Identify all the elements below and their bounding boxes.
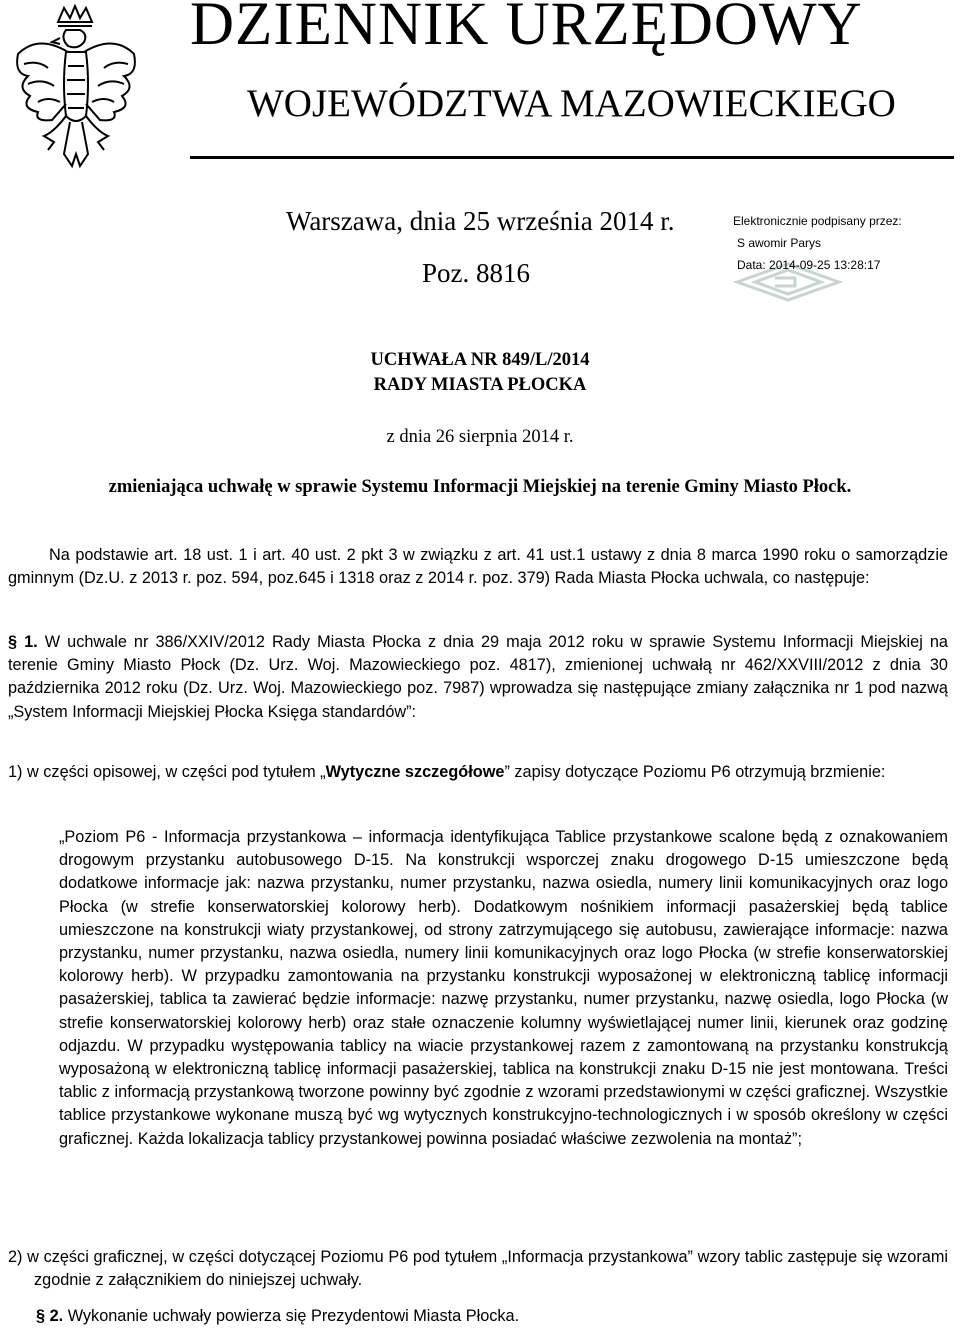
paragraph-1-text: W uchwale nr 386/XXIV/2012 Rady Miasta Płocka z dnia 29 maja 2012 roku w sprawie Systemu Informacji Miejskiej na terenie Gminy Miasto Płock (Dz. Urz. Woj. Mazowieckiego poz. 4817), zmienionej uchwałą nr 462/XXVIII/2012 z dnia 30 października 2012 roku (Dz. Urz. Woj. Mazowieckiego poz. 7987) wprowadza się następujące zmiany załącznika nr 1 pod nazwą „System Informacji Miejskiej Płocka Księga standardów”: (8, 633, 948, 721)
signature-line-signer: S awomir Parys (737, 236, 822, 250)
paragraph-2-mark: § 2. (36, 1307, 64, 1325)
white-eagle-emblem-icon (8, 4, 143, 174)
preamble-paragraph: Na podstawie art. 18 ust. 1 i art. 40 ust. 2 pkt 3 w związku z art. 41 ust.1 ustawy z dnia 8 marca 1990 roku o samorządzie gminnym (Dz.U. z 2013 r. poz. 594, poz.645 i 1318 oraz z 2014 r. poz. 379) Rada Miasta Płocka uchwala, co następuje: (8, 546, 948, 588)
list-item-1-bold-title: Wytyczne szczegółowe (325, 763, 505, 781)
resolution-date: z dnia 26 sierpnia 2014 r. (386, 427, 574, 447)
journal-title: DZIENNIK URZĘDOWY (190, 0, 863, 58)
resolution-council: RADY MIASTA PŁOCKA (373, 375, 587, 395)
paragraph-1-mark: § 1. (8, 633, 38, 651)
list-item-1 (8, 761, 948, 784)
signature-line-date: Data: 2014-09-25 13:28:17 (737, 258, 881, 272)
paragraph-1 (8, 631, 948, 724)
resolution-subject: zmieniająca uchwałę w sprawie Systemu Informacji Miejskiej na terenie Gminy Miasto Płock. (108, 477, 852, 497)
paragraph-2 (36, 1305, 936, 1328)
journal-subtitle: WOJEWÓDZTWA MAZOWIECKIEGO (247, 82, 896, 125)
paragraph-2-text: Wykonanie uchwały powierza się Prezydentowi Miasta Płocka. (63, 1307, 520, 1325)
list-item-2: 2) w części graficznej, w części dotyczącej Poziomu P6 pod tytułem „Informacja przystankowa” wzory tablic zastępuje się wzorami zgodnie z załącznikiem do niniejszej uchwały. (8, 1248, 948, 1290)
header-rule (190, 156, 954, 159)
resolution-number: UCHWAŁA NR 849/L/2014 (370, 350, 590, 370)
electronic-signature (733, 210, 953, 305)
list-item-1-suffix: ” zapisy dotyczące Poziomu P6 otrzymują brzmienie: (504, 763, 886, 781)
place-and-date: Warszawa, dnia 25 września 2014 r. (286, 206, 675, 236)
position-number: Poz. 8816 (422, 258, 530, 288)
list-item-1-prefix: 1) w części opisowej, w części pod tytułem „ (8, 763, 326, 781)
quoted-level-p6-text: „Poziom P6 - Informacja przystankowa – informacja identyfikująca Tablice przystankowe scalone będą z oznakowaniem drogowym przystanku autobusowego D-15. Na konstrukcji wsporczej znaku drogowego D-15 umieszczone będą dodatkowe informacje jak: nazwa przystanku, numer przystanku, nazwa osiedla, numery linii komunikacyjnych oraz logo Płocka (w strefie konserwatorskiej kolorowy herb). Dodatkowym nośnikiem informacji pasażerskiej będą tablice umieszczone na konstrukcji wiaty przystankowej, od strony zatrzymującego się autobusu, zawierające informacje: nazwa przystanku, numer przystanku, nazwa osiedla, numery linii komunikacyjnych oraz logo Płocka (w strefie konserwatorskiej kolorowy herb). W przypadku zamontowania na przystanku konstrukcji wyposażonej w elektroniczną tablicę informacji pasażerskiej, tablica ta zawierać będzie informacje: nazwę przystanku, numer przystanku, nazwę osiedla, logo Płocka (w strefie konserwatorskiej kolorowy herb) oraz stałe oznaczenie kolumny wyświetlającej numer linii, kierunek oraz godzinę odjazdu. W przypadku występowania tablicy na wiacie przystankowej razem z zamontowaną na przystanku konstrukcją wyposażoną w elektroniczną tablicę informacji pasażerskiej, tablica na konstrukcji znaku D-15 nie jest montowana. Treści tablic z informacją przystankową tworzone powinny być zgodnie z wzorami przedstawionymi w części graficznej. Wszystkie tablice przystankowe wykonane muszą być wg wytycznych konstrukcyjno-technologicznych i w sposób określony w części graficznej. Każda lokalizacja tablicy przystankowej powinna posiadać właściwe zezwolenia na montaż”; (59, 828, 948, 1148)
signature-line-signed-by: Elektronicznie podpisany przez: (733, 214, 902, 228)
